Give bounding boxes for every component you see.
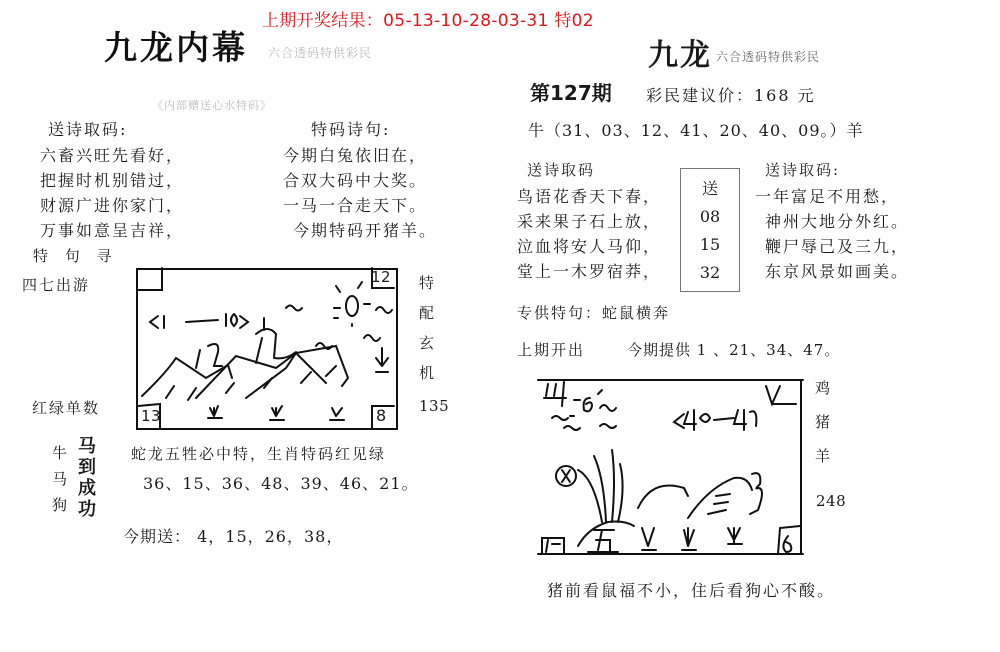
right-poem-b-heading: 送诗取码:	[765, 161, 841, 179]
left-title: 九龙内幕	[104, 28, 248, 67]
poem-line: 泣血将安人马仰，	[517, 237, 662, 256]
slogan-column: 马 到 成 功	[78, 436, 96, 520]
code-box-number: 15	[699, 235, 721, 254]
code-box-number: 32	[699, 263, 721, 282]
left-poem-b	[283, 143, 437, 243]
left-corner-bl: 13	[141, 407, 162, 425]
left-poem-a-heading: 送诗取码:	[48, 120, 128, 139]
poem-line: 神州大地分外红。	[765, 212, 910, 231]
right-side-vertical: 鸡 猪 羊	[815, 379, 831, 465]
poem-line: 合双大码中大奖。	[283, 171, 428, 190]
zodiac-column: 牛 马 狗	[52, 444, 70, 514]
right-poem-a	[517, 184, 661, 284]
side-label-top: 四七出游	[22, 276, 91, 294]
period-number: 第127期	[530, 81, 612, 105]
right-poem-a-heading: 送诗取码	[527, 161, 596, 179]
poem-line: 今期白兔依旧在，	[283, 146, 428, 165]
special-phrase: 专供特句：蛇鼠横奔	[517, 304, 671, 322]
provide-line: 今期提供 1 、21、34、47。	[627, 341, 841, 359]
left-title-subtitle: 六合透码特供彩民	[268, 46, 373, 60]
left-corner-tr: 12	[371, 268, 392, 286]
right-side-number: 248	[816, 492, 847, 510]
right-title-subtitle: 六合透码特供彩民	[716, 50, 821, 64]
left-bracket-subtitle: 《内部赠送心水特码》	[152, 99, 272, 112]
poem-line: 把握时机别错过，	[40, 171, 185, 190]
code-box	[680, 168, 740, 292]
suggested-price: 彩民建议价：168 元	[646, 86, 816, 105]
poem-line: 今期特码开猪羊。	[293, 221, 438, 240]
left-drawing-sketch	[136, 268, 398, 430]
poem-line: 东京风景如画美。	[765, 262, 910, 281]
riddle-label: 特 句 寻	[33, 247, 118, 265]
send-line: 今期送： 4，15，26，38，	[123, 527, 344, 546]
poem-line: 鞭尸辱己及三九，	[765, 237, 910, 256]
left-side-number: 135	[419, 397, 450, 415]
poem-line: 财源广进你家门，	[40, 196, 185, 215]
left-poem-b-heading: 特码诗句:	[311, 120, 391, 139]
last-draw-result-banner: 上期开奖结果：05-13-10-28-03-31 特02	[262, 11, 594, 31]
right-poem-b	[755, 184, 909, 284]
code-box-heading: 送	[701, 179, 718, 198]
zodiac-number-line: 牛（31、03、12、41、20、40、09。）羊	[528, 121, 864, 140]
last-draw-label: 上期开出	[517, 341, 586, 359]
right-drawing-sketch	[538, 378, 808, 558]
left-poem-a	[40, 143, 184, 243]
bottom-phrase: 猪前看鼠福不小，住后看狗心不酸。	[547, 581, 836, 600]
poem-line: 鸟语花香天下春，	[517, 187, 662, 206]
left-vertical-label: 特 配 玄 机	[419, 274, 435, 382]
poem-line: 万事如意呈吉祥，	[40, 221, 185, 240]
poem-line: 一马一合走天下。	[283, 196, 428, 215]
side-label-bottom: 红绿单数	[32, 399, 101, 417]
right-title: 九龙	[648, 38, 712, 73]
hint-line: 蛇龙五牲必中特，生肖特码红见绿	[131, 445, 387, 463]
left-corner-br: 8	[376, 406, 387, 425]
numbers-line: 36、15、36、48、39、46、21。	[143, 474, 419, 493]
poem-line: 堂上一木罗宿莽，	[517, 262, 662, 281]
poem-line: 六畜兴旺先看好，	[40, 146, 185, 165]
poem-line: 采来果子石上放，	[517, 212, 662, 231]
poem-line: 一年富足不用愁，	[755, 187, 900, 206]
code-box-number: 08	[699, 207, 721, 226]
